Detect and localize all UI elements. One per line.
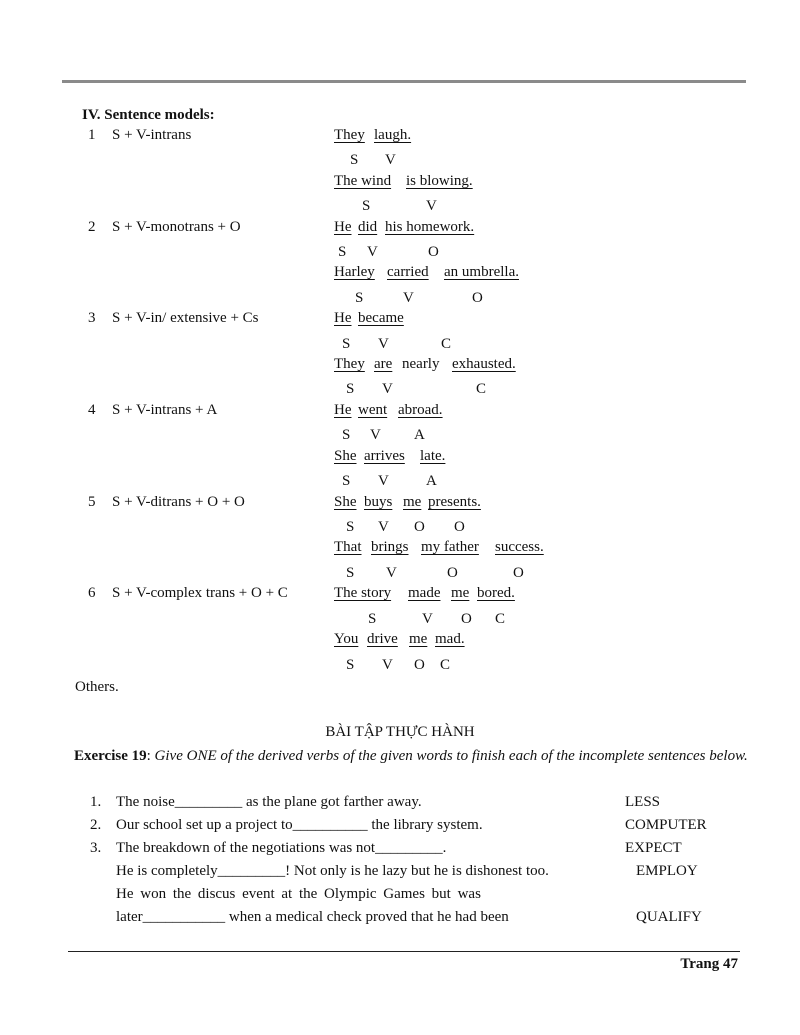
object-word: me	[451, 585, 470, 601]
role-label: V	[426, 198, 437, 214]
role-label: V	[382, 657, 393, 673]
object-word: an umbrella.	[444, 264, 519, 280]
role-label: S	[342, 336, 351, 352]
verb-word: laugh.	[374, 127, 412, 143]
exercise-item-text: He is completely_________! Not only is he lazy but he is dishonest too.	[116, 863, 549, 879]
role-label: O	[461, 611, 472, 627]
role-label: S	[338, 244, 347, 260]
role-label: O	[414, 519, 425, 535]
role-label: O	[513, 565, 524, 581]
complement-word: mad.	[435, 631, 465, 647]
role-label: O	[454, 519, 465, 535]
object-word: presents.	[428, 494, 481, 510]
verb-word: brings	[371, 539, 409, 555]
role-label: V	[378, 519, 389, 535]
verb-word: did	[358, 219, 378, 235]
footer-rule	[68, 951, 740, 952]
role-label: V	[378, 336, 389, 352]
model-pattern: S + V-intrans	[112, 127, 192, 143]
model-pattern: S + V-complex trans + O + C	[112, 585, 288, 601]
role-label: O	[472, 290, 483, 306]
model-number: 2	[88, 219, 96, 235]
object-word: his homework.	[385, 219, 475, 235]
adverb-word: nearly	[402, 356, 440, 372]
role-label: O	[414, 657, 425, 673]
header-rule	[62, 80, 746, 83]
complement-word: exhausted.	[452, 356, 516, 372]
role-label: S	[368, 611, 377, 627]
model-pattern: S + V-intrans + A	[112, 402, 218, 418]
role-label: O	[447, 565, 458, 581]
model-number: 6	[88, 585, 96, 601]
role-label: S	[355, 290, 364, 306]
verb-word: are	[374, 356, 393, 372]
role-label: V	[422, 611, 433, 627]
verb-word: buys	[364, 494, 393, 510]
role-label: S	[350, 152, 359, 168]
verb-word: went	[358, 402, 388, 418]
complement-word: bored.	[477, 585, 515, 601]
verb-word: became	[358, 310, 404, 326]
exercise-item-text-continued: later___________ when a medical check proved that he had been	[116, 909, 509, 925]
section-title: IV. Sentence models:	[82, 107, 215, 123]
exercise-item-word: EXPECT	[625, 840, 682, 856]
exercise-item-number: 3.	[90, 840, 102, 856]
verb-word: is blowing.	[406, 173, 473, 189]
exercise-item-word: QUALIFY	[636, 909, 702, 925]
exercise-item-text: The breakdown of the negotiations was not_________.	[116, 840, 447, 856]
subject-word: She	[334, 494, 357, 510]
exercise-item-number: 2.	[90, 817, 102, 833]
exercise-item-text: The noise_________ as the plane got farther away.	[116, 794, 422, 810]
object-word: my father	[421, 539, 479, 555]
subject-word: He	[334, 219, 352, 235]
verb-word: drive	[367, 631, 398, 647]
verb-word: made	[408, 585, 441, 601]
object-word: me	[403, 494, 422, 510]
model-pattern: S + V-monotrans + O	[112, 219, 241, 235]
role-label: S	[342, 427, 351, 443]
model-pattern: S + V-ditrans + O + O	[112, 494, 245, 510]
role-label: V	[386, 565, 397, 581]
exercise-item-word: LESS	[625, 794, 661, 810]
model-number: 5	[88, 494, 96, 510]
role-label: C	[441, 336, 452, 352]
role-label: V	[382, 381, 393, 397]
model-pattern: S + V-in/ extensive + Cs	[112, 310, 259, 326]
subject-word: That	[334, 539, 362, 555]
object-word: success.	[495, 539, 544, 555]
subject-word: They	[334, 356, 365, 372]
object-word: me	[409, 631, 428, 647]
exercise-item-text: Our school set up a project to__________ the library system.	[116, 817, 483, 833]
role-label: C	[440, 657, 451, 673]
role-label: S	[342, 473, 351, 489]
role-label: A	[426, 473, 437, 489]
exercise-item-word: COMPUTER	[625, 817, 707, 833]
model-number: 4	[88, 402, 96, 418]
subject-word: You	[334, 631, 359, 647]
subject-word: He	[334, 310, 352, 326]
adverbial-word: abroad.	[398, 402, 443, 418]
verb-word: arrives	[364, 448, 405, 464]
page-number: Trang 47	[680, 956, 738, 972]
role-label: S	[346, 519, 355, 535]
practice-heading: BÀI TẬP THỰC HÀNH	[325, 724, 475, 740]
model-number: 3	[88, 310, 96, 326]
subject-word: The wind	[334, 173, 392, 189]
subject-word: They	[334, 127, 365, 143]
exercise-colon: :	[146, 748, 151, 764]
adverbial-word: late.	[420, 448, 446, 464]
exercise-instruction	[70, 745, 750, 767]
subject-word: He	[334, 402, 352, 418]
subject-word: She	[334, 448, 357, 464]
subject-word: Harley	[334, 264, 375, 280]
role-label: S	[346, 657, 355, 673]
role-label: A	[414, 427, 425, 443]
role-label: C	[476, 381, 487, 397]
role-label: V	[385, 152, 396, 168]
role-label: S	[346, 381, 355, 397]
role-label: V	[370, 427, 381, 443]
verb-word: carried	[387, 264, 429, 280]
role-label: C	[495, 611, 506, 627]
role-label: V	[367, 244, 378, 260]
role-label: O	[428, 244, 439, 260]
model-number: 1	[88, 127, 96, 143]
exercise-item-text: He won the discus event at the Olympic Games but was	[116, 886, 481, 902]
role-label: S	[346, 565, 355, 581]
role-label: V	[403, 290, 414, 306]
exercise-item-word: EMPLOY	[636, 863, 698, 879]
role-label: S	[362, 198, 371, 214]
exercise-instruction-text: Give ONE of the derived verbs of the given words to finish each of the incomplete sentences below.	[154, 748, 748, 764]
exercise-label: Exercise 19	[74, 748, 147, 764]
subject-word: The story	[334, 585, 392, 601]
others-text: Others.	[75, 679, 119, 695]
exercise-item-number: 1.	[90, 794, 102, 810]
role-label: V	[378, 473, 389, 489]
